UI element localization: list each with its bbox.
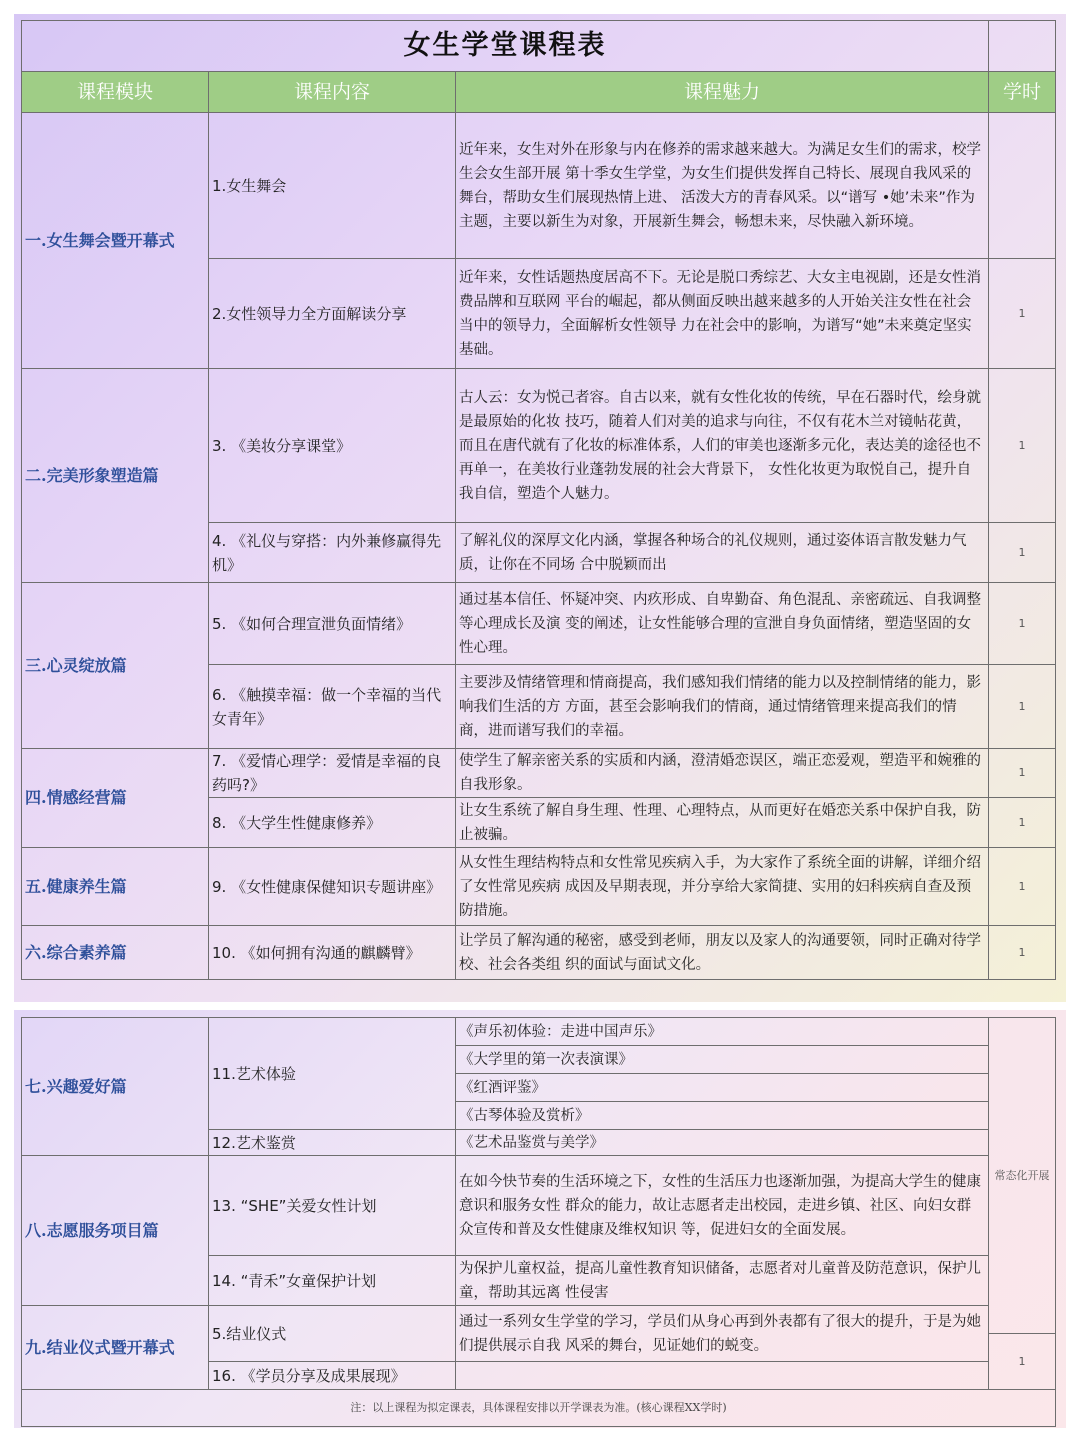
description-cell: 近年来，女生对外在形象与内在修养的需求越来越大。为满足女生们的需求，校学生会女生部开展 第十季女生学堂，为女生们提供发挥自己特长、展现自我风采的舞台，帮助女生们展现热情上进、 活泼大方的青春风采。以“谱写 •她’未来”作为主题，主要以新生为对象，开展新生舞会，畅想未来，尽快融入新环境。 xyxy=(456,113,989,259)
footnote: 注：以上课程为拟定课表，具体课程安排以开学课表为准。(核心课程XX学时) xyxy=(22,1390,1056,1427)
description-cell xyxy=(456,1362,989,1390)
description-cell: 在如今快节奏的生活环境之下，女性的生活压力也逐渐加强，为提高大学生的健康意识和服务女性 群众的能力，故让志愿者走出校园，走进乡镇、社区、向妇女群众宣传和普及女性健康及维权知识 等，促进妇女的全面发展。 xyxy=(456,1156,989,1256)
description-cell: 从女性生理结构特点和女性常见疾病入手，为大家作了系统全面的讲解，详细介绍了女性常见疾病 成因及早期表现，并分享给大家简捷、实用的妇科疾病自查及预防措施。 xyxy=(456,848,989,926)
hours-cell: 1 xyxy=(989,1334,1056,1390)
list-item: 《古琴体验及赏析》 xyxy=(456,1102,989,1130)
course-table-extra xyxy=(21,1017,1056,1427)
description-cell: 古人云：女为悦己者容。自古以来，就有女性化妆的传统，早在石器时代，绘身就是最原始的化妆 技巧，随着人们对美的追求与向往，不仅有花木兰对镜帖花黄，而且在唐代就有了化妆的标准体系，人们的审美也逐渐多元化，表达美的途径也不再单一，在美妆行业蓬勃发展的社会大背景下， 女性化妆更为取悦自己，提升自我自信，塑造个人魅力。 xyxy=(456,369,989,523)
header-appeal: 课程魅力 xyxy=(456,72,989,113)
content-cell: 8. 《大学生性健康修养》 xyxy=(209,798,456,848)
description-cell: 使学生了解亲密关系的实质和内涵，澄清婚恋误区，端正恋爱观，塑造平和婉雅的自我形象。 xyxy=(456,749,989,798)
page-title: 女生学堂课程表 xyxy=(22,21,989,72)
content-cell: 10. 《如何拥有沟通的麒麟臂》 xyxy=(209,926,456,980)
hours-cell: 1 xyxy=(989,749,1056,798)
content-cell: 9. 《女性健康保健知识专题讲座》 xyxy=(209,848,456,926)
hours-cell: 1 xyxy=(989,798,1056,848)
content-cell: 11.艺术体验 xyxy=(209,1018,456,1130)
content-cell: 7. 《爱情心理学：爱情是幸福的良药吗?》 xyxy=(209,749,456,798)
content-cell: 12.艺术鉴赏 xyxy=(209,1130,456,1156)
content-cell: 13. “SHE”关爱女性计划 xyxy=(209,1156,456,1256)
content-cell: 4. 《礼仪与穿搭：内外兼修赢得先机》 xyxy=(209,523,456,583)
table-row xyxy=(22,583,1056,665)
module-cell: 三.心灵绽放篇 xyxy=(22,583,209,749)
table-row xyxy=(22,369,1056,523)
table-row xyxy=(22,1306,1056,1334)
content-cell: 6. 《触摸幸福：做一个幸福的当代女青年》 xyxy=(209,665,456,749)
list-item: 《大学里的第一次表演课》 xyxy=(456,1046,989,1074)
title-blank-cell xyxy=(989,21,1056,72)
hours-cell: 1 xyxy=(989,259,1056,369)
table-row xyxy=(22,1390,1056,1427)
description-cell: 让学员了解沟通的秘密，感受到老师，朋友以及家人的沟通要领，同时正确对待学校、社会各类组 织的面试与面试文化。 xyxy=(456,926,989,980)
hours-cell: 1 xyxy=(989,665,1056,749)
module-cell: 九.结业仪式暨开幕式 xyxy=(22,1306,209,1390)
course-table-main xyxy=(21,20,1056,980)
module-cell: 四.情感经营篇 xyxy=(22,749,209,848)
content-cell: 3. 《美妆分享课堂》 xyxy=(209,369,456,523)
module-cell: 一.女生舞会暨开幕式 xyxy=(22,113,209,369)
description-cell: 为保护儿童权益，提高儿童性教育知识储备，志愿者对儿童普及防范意识，保护儿童，帮助其远离 性侵害 xyxy=(456,1256,989,1306)
description-cell: 通过基本信任、怀疑冲突、内疚形成、自卑勤奋、角色混乱、亲密疏远、自我调整等心理成长及演 变的阐述，让女性能够合理的宣泄自身负面情绪，塑造坚固的女性心理。 xyxy=(456,583,989,665)
module-cell: 七.兴趣爱好篇 xyxy=(22,1018,209,1156)
header-row xyxy=(22,72,1056,113)
module-cell: 二.完美形象塑造篇 xyxy=(22,369,209,583)
header-content: 课程内容 xyxy=(209,72,456,113)
module-cell: 六.综合素养篇 xyxy=(22,926,209,980)
table-row xyxy=(22,113,1056,259)
table-row xyxy=(22,926,1056,980)
module-cell: 八.志愿服务项目篇 xyxy=(22,1156,209,1306)
table-row xyxy=(22,1156,1056,1256)
description-cell: 近年来，女性话题热度居高不下。无论是脱口秀综艺、大女主电视剧，还是女性消费品牌和互联网 平台的崛起，都从侧面反映出越来越多的人开始关注女性在社会当中的领导力，全面解析女性领导 力在社会中的影响，为谱写“她”未来奠定坚实基础。 xyxy=(456,259,989,369)
hours-cell: 1 xyxy=(989,926,1056,980)
hours-cell xyxy=(989,113,1056,259)
content-cell: 5.结业仪式 xyxy=(209,1306,456,1362)
content-cell: 2.女性领导力全方面解读分享 xyxy=(209,259,456,369)
header-hours: 学时 xyxy=(989,72,1056,113)
module-cell: 五.健康养生篇 xyxy=(22,848,209,926)
description-cell: 了解礼仪的深厚文化内涵，掌握各种场合的礼仪规则，通过姿体语言散发魅力气质，让你在不同场 合中脱颖而出 xyxy=(456,523,989,583)
content-cell: 16. 《学员分享及成果展现》 xyxy=(209,1362,456,1390)
content-cell: 14. “青禾”女童保护计划 xyxy=(209,1256,456,1306)
regular-note-cell: 常态化开展 xyxy=(989,1018,1056,1334)
hours-cell: 1 xyxy=(989,369,1056,523)
description-cell: 让女生系统了解自身生理、性理、心理特点，从而更好在婚恋关系中保护自我，防止被骗。 xyxy=(456,798,989,848)
header-module: 课程模块 xyxy=(22,72,209,113)
list-item: 《艺术品鉴赏与美学》 xyxy=(456,1130,989,1156)
content-cell: 1.女生舞会 xyxy=(209,113,456,259)
hours-cell: 1 xyxy=(989,583,1056,665)
content-cell: 5. 《如何合理宣泄负面情绪》 xyxy=(209,583,456,665)
table-row xyxy=(22,1018,1056,1046)
hours-cell: 1 xyxy=(989,848,1056,926)
table-row xyxy=(22,848,1056,926)
description-cell: 通过一系列女生学堂的学习，学员们从身心再到外表都有了很大的提升，于是为她们提供展示自我 风采的舞台，见证她们的蜕变。 xyxy=(456,1306,989,1362)
list-item: 《红酒评鉴》 xyxy=(456,1074,989,1102)
table-row xyxy=(22,749,1056,798)
list-item: 《声乐初体验：走进中国声乐》 xyxy=(456,1018,989,1046)
hours-cell: 1 xyxy=(989,523,1056,583)
description-cell: 主要涉及情绪管理和情商提高，我们感知我们情绪的能力以及控制情绪的能力，影响我们生活的方 方面，甚至会影响我们的情商，通过情绪管理来提高我们的情商，进而谱写我们的幸福。 xyxy=(456,665,989,749)
